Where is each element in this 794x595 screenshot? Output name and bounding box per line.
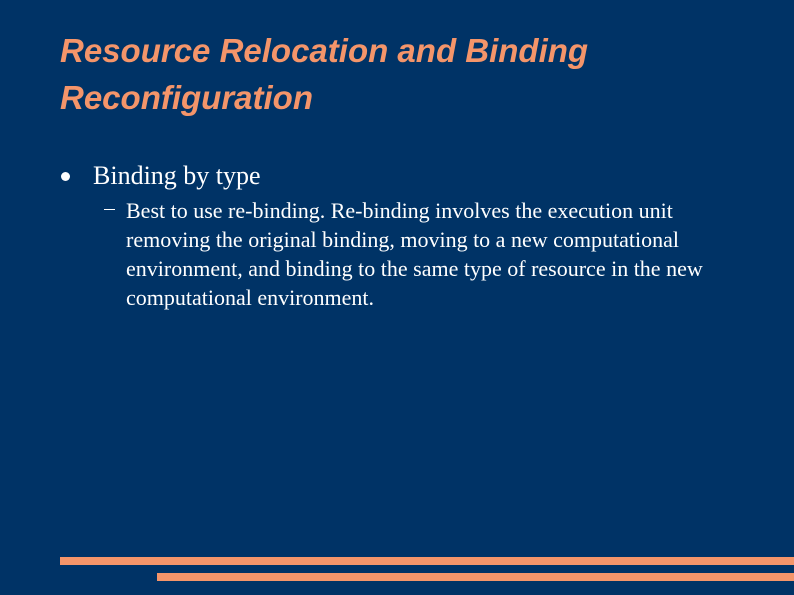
sub-bullet-text: Best to use re-binding. Re-binding involves the execution unit removing the original binding, moving to a new computational environment, and binding to the same type of resource in the new computational environment. (126, 198, 703, 310)
bullet-dot-icon (61, 172, 70, 181)
decorative-bar-top (60, 557, 794, 565)
dash-bullet-icon (104, 209, 115, 210)
decorative-bar-bottom (157, 573, 794, 581)
slide-title: Resource Relocation and Binding Reconfiguration (60, 32, 589, 116)
bullet-text: Binding by type (93, 161, 261, 190)
